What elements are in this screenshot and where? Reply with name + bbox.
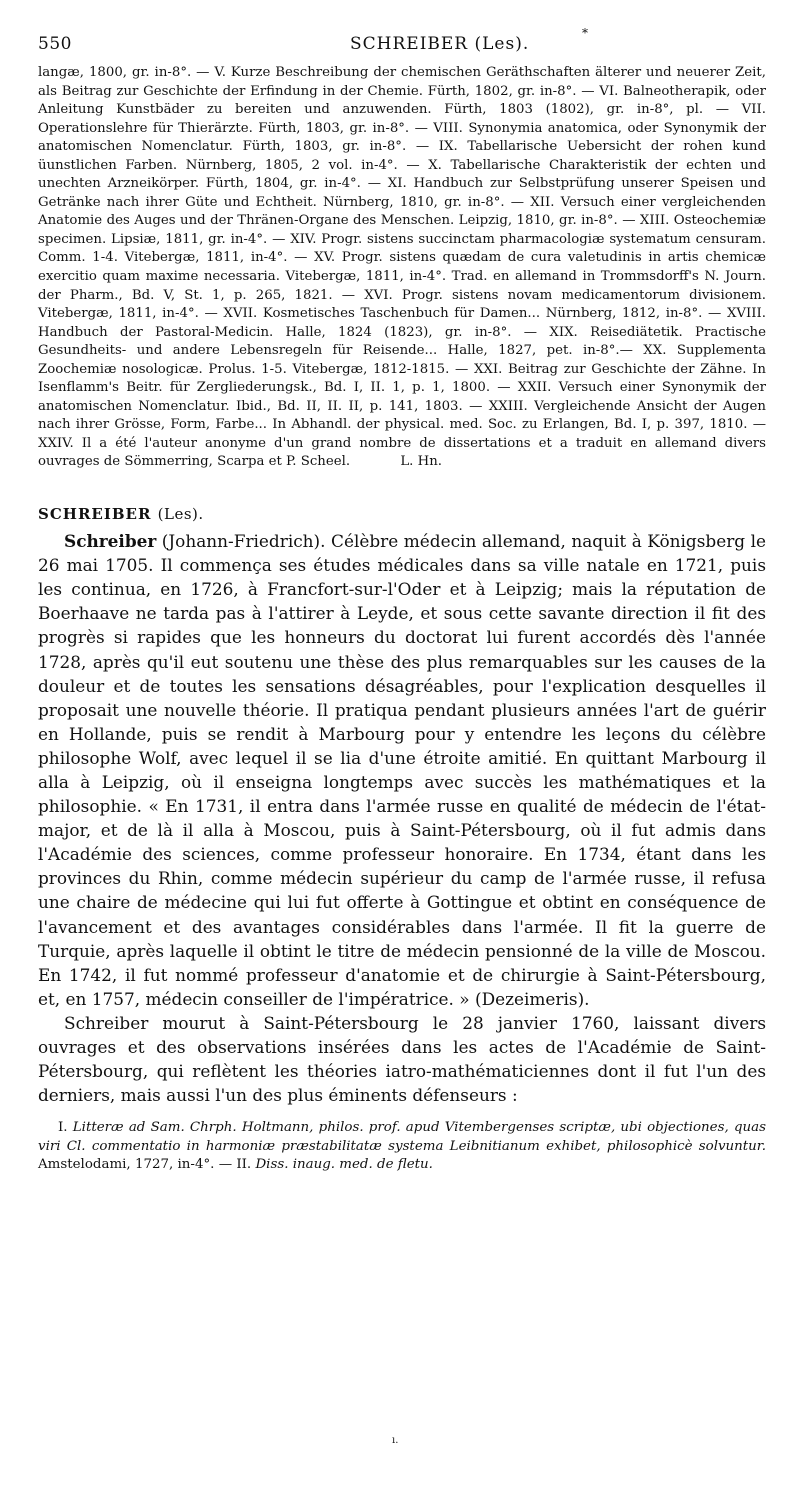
works-title: Litteræ ad Sam. Chrph. Holtmann, philos. prof. apud Vitembergenses scriptæ, ubi objectiones, quas viri Cl. commentatio in harmoniæ præstabilitatæ systema Leibnitianum exhibet, philosophicè solvuntur.: [38, 1120, 766, 1154]
page: [38, 28, 766, 1175]
works-next-title: Diss. inaug. med. de fletu.: [255, 1157, 433, 1173]
works-list: [38, 1119, 766, 1175]
works-publication: Amstelodami, 1727, in-4°. — II.: [38, 1157, 252, 1173]
works-entry: [38, 1119, 766, 1175]
section-suffix: (Les).: [157, 505, 204, 524]
section-heading: [38, 505, 766, 523]
article-paragraph-1: [38, 529, 766, 1011]
header-mark: *: [582, 26, 588, 40]
article-paragraph-2: Schreiber mourut à Saint-Pétersbourg le 28 janvier 1760, laissant divers ouvrages et des observations insérées dans les actes de l'Académie de Saint-Pétersbourg, qui reflètent les théories iatro-mathématiciennes dont il fut l'un des derniers, mais aussi l'un des plus éminents défenseurs :: [38, 1012, 766, 1106]
article-body: [38, 529, 766, 1107]
bottom-mark: ı.: [392, 1435, 399, 1446]
works-number: I.: [58, 1120, 68, 1136]
paragraph-1-text: Célèbre médecin allemand, naquit à Königsberg le 26 mai 1705. Il commença ses études médicales dans sa ville natale en 1721, puis les continua, en 1726, à Francfort-sur-l'Oder et à Leipzig; mais la réputation de Boerhaave ne tarda pas à l'attirer à Leyde, et sous cette savante direction il fit des progrès si rapides que les honneurs du doctorat lui furent accordés dès l'année 1728, après qu'il eut soutenu une thèse des plus remarquables sur les causes de la douleur et de toutes les sensations désagréables, pour l'explication desquelles il proposait une nouvelle théorie. Il pratiqua pendant plusieurs années l'art de guérir en Hollande, puis se rendit à Marbourg pour y entendre les leçons du célèbre philosophe Wolf, avec lequel il se lia d'une étroite amitié. En quittant Marbourg il alla à Leipzig, où il enseigna longtemps avec succès les mathématiques et la philosophie. « En 1731, il entra dans l'armée russe en qualité de médecin de l'état-major, et de là il alla à Moscou, puis à Saint-Pétersbourg, où il fut admis dans l'Académie des sciences, comme professeur honoraire. En 1734, étant dans les provinces du Rhin, comme médecin supérieur du camp de l'armée russe, il refusa une chaire de médecine qui lui fut offerte à Gottingue et obtint en conséquence de l'avancement et des avantages considérables dans l'armée. Il fit la guerre de Turquie, après laquelle il obtint le titre de médecin pensionné de la ville de Moscou. En 1742, il fut nommé professeur d'anatomie et de chirurgie à Saint-Pétersbourg, et, en 1757, médecin conseiller de l'impératrice. » (Dezeimeris).: [38, 531, 766, 1009]
article-forenames: (Johann-Friedrich).: [161, 531, 326, 552]
bibliography-text: langæ, 1800, gr. in-8°. — V. Kurze Beschreibung der chemischen Geräthschaften älterer und neuerer Zeit, als Beitrag zur Geschichte der Erfindung in der Chemie. Fürth, 1802, gr. in-8°. — VI. Balneotherapik, oder Anleitung Kunstbäder zu bereiten und anzuwenden. Fürth, 1803 (1802), gr. in-8°, pl. — VII. Operationslehre für Thierärzte. Fürth, 1803, gr. in-8°. — VIII. Synonymia anatomica, oder Synonymik der anatomischen Nomenclatur. Fürth, 1803, gr. in-8°. — IX. Tabellarische Uebersicht der rohen kund üunstlichen Farben. Nürnberg, 1805, 2 vol. in-4°. — X. Tabellarische Charakteristik der echten und unechten Arzneikörper. Fürth, 1804, gr. in-4°. — XI. Handbuch zur Selbstprüfung unserer Speisen und Getränke nach ihrer Güte und Echtheit. Nürnberg, 1810, gr. in-8°. — XII. Versuch einer vergleichenden Anatomie des Auges und der Thränen-Organe des Menschen. Leipzig, 1810, gr. in-8°. — XIII. Osteochemiæ specimen. Lipsiæ, 1811, gr. in-4°. — XIV. Progr. sistens succinctam pharmacologiæ systematum censuram. Comm. 1-4. Vitebergæ, 1811, in-4°. — XV. Progr. sistens quædam de cura valetudinis in artis chemicæ exercitio quam maxime necessaria. Vitebergæ, 1811, in-4°. Trad. en allemand in Trommsdorff's N. Journ. der Pharm., Bd. V, St. 1, p. 265, 1821. — XVI. Progr. sistens novam medicamentorum divisionem. Vitebergæ, 1811, in-4°. — XVII. Kosmetisches Taschenbuch für Damen... Nürnberg, 1812, in-8°. — XVIII. Handbuch der Pastoral-Medicin. Halle, 1824 (1823), gr. in-8°. — XIX. Reisediätetik. Practische Gesundheits- und andere Lebensregeln für Reisende... Halle, 1827, pet. in-8°.— XX. Supplementa Zoochemiæ nosologicæ. Prolus. 1-5. Vitebergæ, 1812-1815. — XXI. Beitrag zur Geschichte der Zähne. In Isenflamm's Beitr. für Zergliederungsk., Bd. I, II. 1, p. 1, 1800. — XXII. Versuch einer Synonymik der anatomischen Nomenclatur. Ibid., Bd. II, II. II, p. 141, 1803. — XXIII. Vergleichende Ansicht der Augen nach ihrer Grösse, Form, Farbe... In Abhandl. der physical. med. Soc. zu Erlangen, Bd. I, p. 397, 1810. — XXIV. Il a été l'auteur anonyme d'un grand nombre de dissertations et a traduit en allemand divers ouvrages de Sömmerring, Scarpa et P. Scheel.: [38, 65, 766, 470]
page-number: 550: [38, 34, 72, 54]
author-signature: L. Hn.: [400, 454, 442, 470]
article-name: Schreiber: [64, 531, 157, 552]
section-title: SCHREIBER: [38, 505, 152, 524]
previous-article-bibliography: [38, 64, 766, 472]
page-header: [38, 28, 766, 62]
running-title: SCHREIBER (Les).: [350, 34, 530, 54]
